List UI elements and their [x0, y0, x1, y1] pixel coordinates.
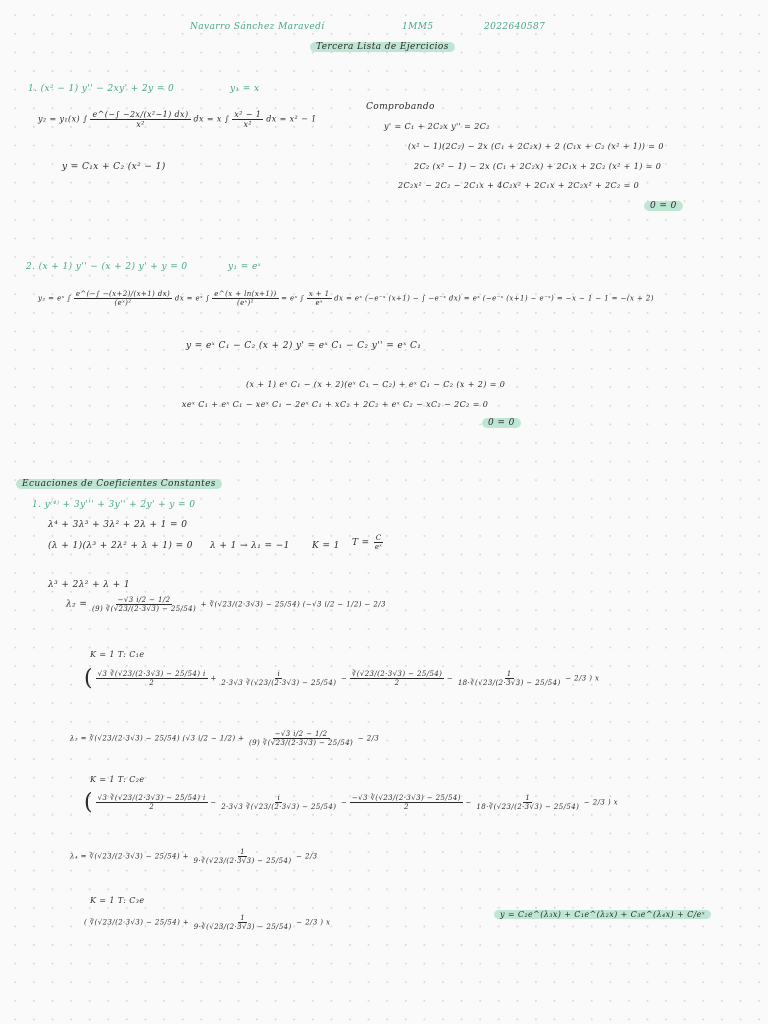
problem-2-y2-formula: y₂ = eˣ ∫ $\frac{e\^{}(-\int -(x+2)/(x+1) dx)}{\text{(eˣ)²}}$ dx = eˣ ∫ $\frac{e\^{}(x + \ln(x+1))}{\text{(eˣ)²}}$ = eˣ ∫ $\frac{x + 1}{\text{eˣ}}$ dx = eˣ (−e⁻ˣ (x+1) − ∫ −e⁻ˣ dx) = eˣ (−e⁻ˣ (x+1) − e⁻ˣ) = −x − 1 − 1 = −(x + 2)	[38, 290, 654, 307]
page-title: Tercera Lista de Ejercicios	[310, 42, 455, 52]
term-3: ( $\frac{√3 ∛(√23/(2\cdot 3√3) - 25/54) i}{2}$ − $\frac{i}{2\cdot 3√3 ∛(√23/(2\cdot 3√3) - 25/54)}$ − $\frac{-√3 ∛(√23/(2\cdot 3√3) - 25/54)}{2}$ − $\frac{1}{18\cdot∛(√23/(2\cdot 3√3) - 25/54)}$ − 2/3 ) x	[84, 790, 618, 815]
problem-2-result: 0 = 0	[482, 418, 521, 428]
characteristic-equation: λ⁴ + 3λ³ + 3λ² + 2λ + 1 = 0	[48, 520, 188, 530]
check-title: Comprobando	[366, 102, 435, 112]
problem-1-y2-formula: y₂ = y₁(x) ∫ $\frac{\text{e\textasciicircum{}(−∫ −2x/(x²−1) dx)}}{\text{x²}}$ dx = x ∫ $\frac{\text{x² − 1}}{\text{x²}}$ dx = x² − 1	[38, 110, 317, 129]
multiplicity-4: K = 1 T: C₃e	[90, 896, 145, 905]
problem-2-check-2: xeˣ C₁ + eˣ C₁ − xeˣ C₁ − 2eˣ C₁ + xC₂ + 2C₂ + eˣ C₂ − xC₂ − 2C₂ = 0	[182, 400, 489, 409]
problem-2-equation: 2. (x + 1) y'' − (x + 2) y' + y = 0	[26, 262, 188, 272]
term-1: T = $\frac{C}{\text{eˣ}}$	[352, 534, 383, 551]
term-4: ( ∛(√23/(2·3√3) − 25/54) + $\frac{1}{9\cdot∛(√23/(2\cdot 3√3) - 25/54)}$ − 2/3 ) x	[84, 914, 331, 931]
student-id: 2022640587	[484, 22, 546, 32]
problem-1-result: 0 = 0	[644, 201, 683, 211]
factored-equation: (λ + 1)(λ³ + 2λ² + λ + 1) = 0	[48, 541, 193, 551]
problem-3-equation: 1. y⁽⁴⁾ + 3y''' + 3y'' + 2y' + y = 0	[32, 500, 196, 510]
problem-2-y1: y₁ = eˣ	[228, 262, 262, 272]
problem-2-derivatives: y = eˣ C₁ − C₂ (x + 2) y' = eˣ C₁ − C₂ y'' = eˣ C₁	[186, 341, 422, 351]
lambda-3: λ₃ = ∛(√23/(2·3√3) − 25/54) (√3 i/2 − 1/2) + $\frac{-√3 i/2 - 1/2}{(9) ∛(√23/(2\cdot 3√3) - 25/54)}$ − 2/3	[70, 730, 380, 747]
check-line-4: 2C₂x² − 2C₂ − 2C₁x + 4C₂x² + 2C₁x + 2C₂x² + 2C₂ = 0	[398, 181, 640, 190]
problem-1-y1: y₁ = x	[230, 84, 260, 94]
multiplicity-2: K = 1 T: C₁e	[90, 650, 145, 659]
author-name: Navarro Sánchez Maravedí	[190, 22, 325, 32]
multiplicity-3: K = 1 T: C₂e	[90, 775, 145, 784]
term-2: ( $\frac{√3 ∛(√23/(2\cdot 3√3) - 25/54) i}{2}$ + $\frac{i}{2\cdot 3√3 ∛(√23/(2\cdot 3√3) - 25/54)}$ − $\frac{∛(√23/(2\cdot 3√3) - 25/54)}{2}$ − $\frac{1}{18\cdot∛(√23/(2\cdot 3√3) - 25/54)}$ − 2/3 ) x	[84, 666, 600, 691]
root-1: λ + 1 → λ₁ = −1	[210, 541, 290, 551]
problem-2-check-1: (x + 1) eˣ C₁ − (x + 2)(eˣ C₁ − C₂) + eˣ C₁ − C₂ (x + 2) = 0	[246, 380, 506, 389]
multiplicity-1: K = 1	[312, 541, 340, 551]
section-title: Ecuaciones de Coeficientes Constantes	[16, 479, 222, 489]
check-line-1: y' = C₁ + 2C₂x y'' = 2C₂	[384, 122, 490, 131]
lambda-4: λ₄ = ∛(√23/(2·3√3) − 25/54) + $\frac{1}{9\cdot∛(√23/(2\cdot 3√3) - 25/54)}$ − 2/3	[70, 848, 318, 865]
problem-1-general-solution: y = C₁x + C₂ (x² − 1)	[62, 162, 166, 172]
lambda-2: λ₂ = $\frac{-√3 i/2 - 1/2}{(9) ∛(√23/(2\cdot 3√3) - 25/54)}$ + ∛(√23/(2·3√3) − 25/54) (−√3 i/2 − 1/2) − 2/3	[66, 596, 386, 613]
problem-1-equation: 1. (x² − 1) y'' − 2xy' + 2y = 0	[28, 84, 175, 94]
group-code: 1MM5	[402, 22, 434, 32]
check-line-2: (x² − 1)(2C₂) − 2x (C₁ + 2C₂x) + 2 (C₁x + C₂ (x² + 1)) = 0	[408, 142, 664, 151]
cubic-factor: λ³ + 2λ² + λ + 1	[48, 580, 130, 590]
final-solution: y = C₂e^(λ₃x) + C₁e^(λ₂x) + C₃e^(λ₄x) + C/eˣ	[494, 910, 711, 919]
check-line-3: 2C₂ (x² − 1) − 2x (C₁ + 2C₂x) + 2C₁x + 2C₂ (x² + 1) = 0	[414, 162, 662, 171]
